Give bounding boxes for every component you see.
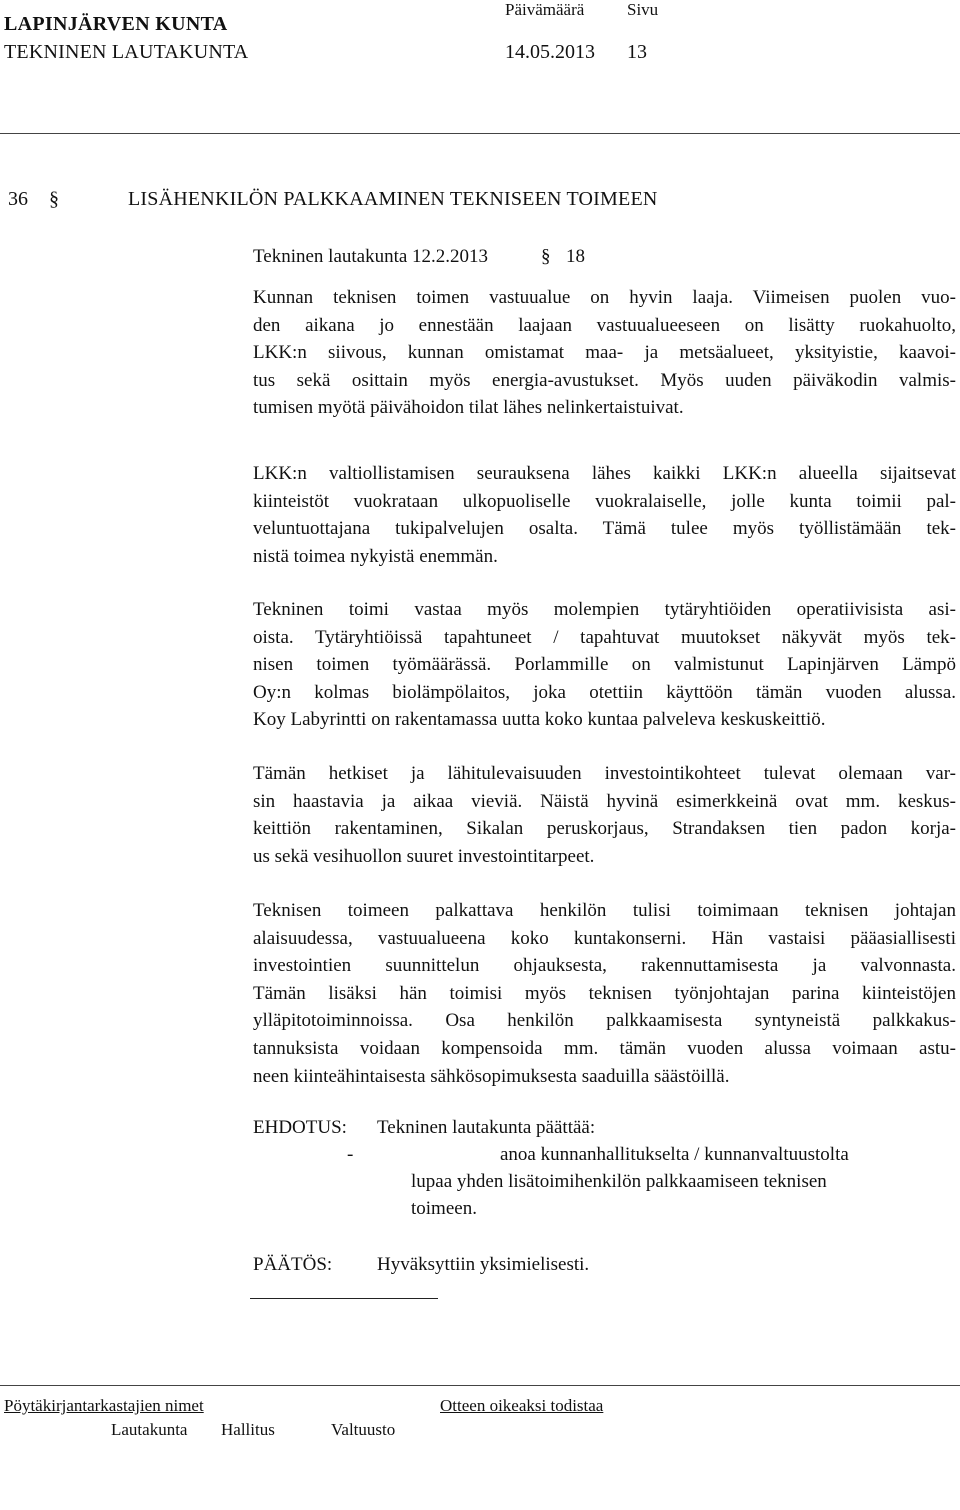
- paragraph-line: tus sekä osittain myös energia-avustukset. Myös uuden päiväkodin valmis-: [253, 369, 956, 391]
- paragraph-line: ylläpitotoiminnoissa. Osa henkilön palkkaamisesta syntyneistä palkkakus-: [253, 1010, 956, 1032]
- paragraph-line: investointien suunnittelun ohjauksesta, rakennuttamisesta ja valvonnasta.: [253, 955, 956, 977]
- footer-col-hallitus: Hallitus: [221, 1420, 275, 1439]
- section-number: 36: [8, 188, 28, 210]
- decision-underline: [250, 1298, 438, 1299]
- paragraph-line: neen kiinteähintaisesta sähkösopimuksesta saaduilla säästöillä.: [253, 1065, 730, 1087]
- paragraph-line: alaisuudessa, vastuualueena koko kuntakonserni. Hän vastaisi pääasiallisesti: [253, 927, 956, 949]
- proposal-label: EHDOTUS:: [253, 1117, 347, 1138]
- paragraph-line: kiinteistöt vuokrataan ulkopuoliselle vuokralaiselle, jolle kunta toimii pal-: [253, 490, 956, 512]
- paragraph-line: Koy Labyrintti on rakentamassa uutta koko kuntaa palveleva keskuskeittiö.: [253, 709, 826, 731]
- paragraph-line: Tämän hetkiset ja lähitulevaisuuden investointikohteet tulevat olemaan var-: [253, 763, 956, 784]
- footer-col-lautakunta: Lautakunta: [111, 1420, 188, 1439]
- paragraph-1: [253, 284, 956, 422]
- proposal-intro: Tekninen lautakunta päättää:: [377, 1117, 596, 1138]
- meeting-reference: Tekninen lautakunta 12.2.2013: [253, 246, 489, 267]
- paragraph-line: Tämän lisäksi hän toimisi myös teknisen työnjohtajan parina kiinteistöjen: [253, 982, 956, 1004]
- proposal-line-3: toimeen.: [411, 1198, 477, 1219]
- paragraph-2: [253, 460, 956, 570]
- header-rule: [0, 133, 960, 134]
- reference-number: 18: [566, 246, 585, 267]
- paragraph-line: keittiön rakentaminen, Sikalan peruskorjaus, Strandaksen tien padon korja-: [253, 818, 956, 840]
- page-label: Sivu: [627, 0, 659, 19]
- proposal-line-1: anoa kunnanhallitukselta / kunnanvaltuustolta: [500, 1144, 849, 1165]
- section-mark: §: [49, 188, 59, 210]
- footer-certified-label: Otteen oikeaksi todistaa: [440, 1396, 604, 1415]
- paragraph-line: oista. Tytäryhtiöissä tapahtuneet / tapahtuvat muutokset näkyvät myös tek-: [253, 626, 956, 648]
- paragraph-line: us sekä vesihuollon suuret investointitarpeet.: [253, 845, 595, 867]
- reference-mark: §: [541, 246, 551, 267]
- proposal-dash: -: [347, 1144, 354, 1165]
- footer-checkers-label: Pöytäkirjantarkastajien nimet: [4, 1396, 204, 1415]
- decision-text: Hyväksyttiin yksimielisesti.: [377, 1254, 590, 1275]
- footer-col-valtuusto: Valtuusto: [331, 1420, 396, 1439]
- paragraph-line: LKK:n valtiollistamisen seurauksena lähes kaikki LKK:n alueella sijaitsevat: [253, 463, 956, 484]
- paragraph-line: tannuksista voidaan kompensoida mm. tämän vuoden alussa voimaan astu-: [253, 1037, 956, 1059]
- paragraph-line: Tekninen toimi vastaa myös molempien tytäryhtiöiden operatiivisista asi-: [253, 599, 956, 620]
- paragraph-line: den aikana jo ennestään laajaan vastuualueeseen on lisätty ruokahuolto,: [253, 314, 956, 336]
- paragraph-line: sin haastavia ja aikaa vieviä. Näistä hyvinä esimerkkeinä ovat mm. keskus-: [253, 790, 956, 812]
- paragraph-3: [253, 596, 956, 734]
- paragraph-4: [253, 760, 956, 870]
- department-name: TEKNINEN LAUTAKUNTA: [4, 41, 249, 63]
- decision-label: PÄÄTÖS:: [253, 1254, 333, 1275]
- paragraph-line: tumisen myötä päivähoidon tilat lähes nelinkertaistuivat.: [253, 397, 684, 419]
- paragraph-line: nisen toimen työmäärässä. Porlammille on valmistunut Lapinjärven Lämpö: [253, 654, 956, 676]
- proposal-line-2: lupaa yhden lisätoimihenkilön palkkaamiseen teknisen: [411, 1171, 827, 1192]
- document-date: 14.05.2013: [505, 41, 595, 63]
- paragraph-line: veluntuottajana tukipalvelujen osalta. Tämä tulee myös työllistämään tek-: [253, 518, 956, 540]
- paragraph-line: Teknisen toimeen palkattava henkilön tulisi toimimaan teknisen johtajan: [253, 900, 956, 921]
- date-label: Päivämäärä: [505, 0, 585, 19]
- page-number: 13: [627, 41, 647, 63]
- paragraph-line: LKK:n siivous, kunnan omistamat maa- ja metsäalueet, yksityistie, kaavoi-: [253, 342, 956, 364]
- paragraph-line: Kunnan teknisen toimen vastuualue on hyvin laaja. Viimeisen puolen vuo-: [253, 287, 956, 308]
- paragraph-5: [253, 897, 956, 1090]
- section-title: LISÄHENKILÖN PALKKAAMINEN TEKNISEEN TOIMEEN: [128, 188, 658, 210]
- paragraph-line: Oy:n kolmas biolämpölaitos, joka otettiin käyttöön tämän vuoden alussa.: [253, 681, 956, 703]
- org-name: LAPINJÄRVEN KUNTA: [4, 13, 228, 35]
- footer-rule: [0, 1385, 960, 1386]
- paragraph-line: nistä toimea nykyistä enemmän.: [253, 545, 498, 567]
